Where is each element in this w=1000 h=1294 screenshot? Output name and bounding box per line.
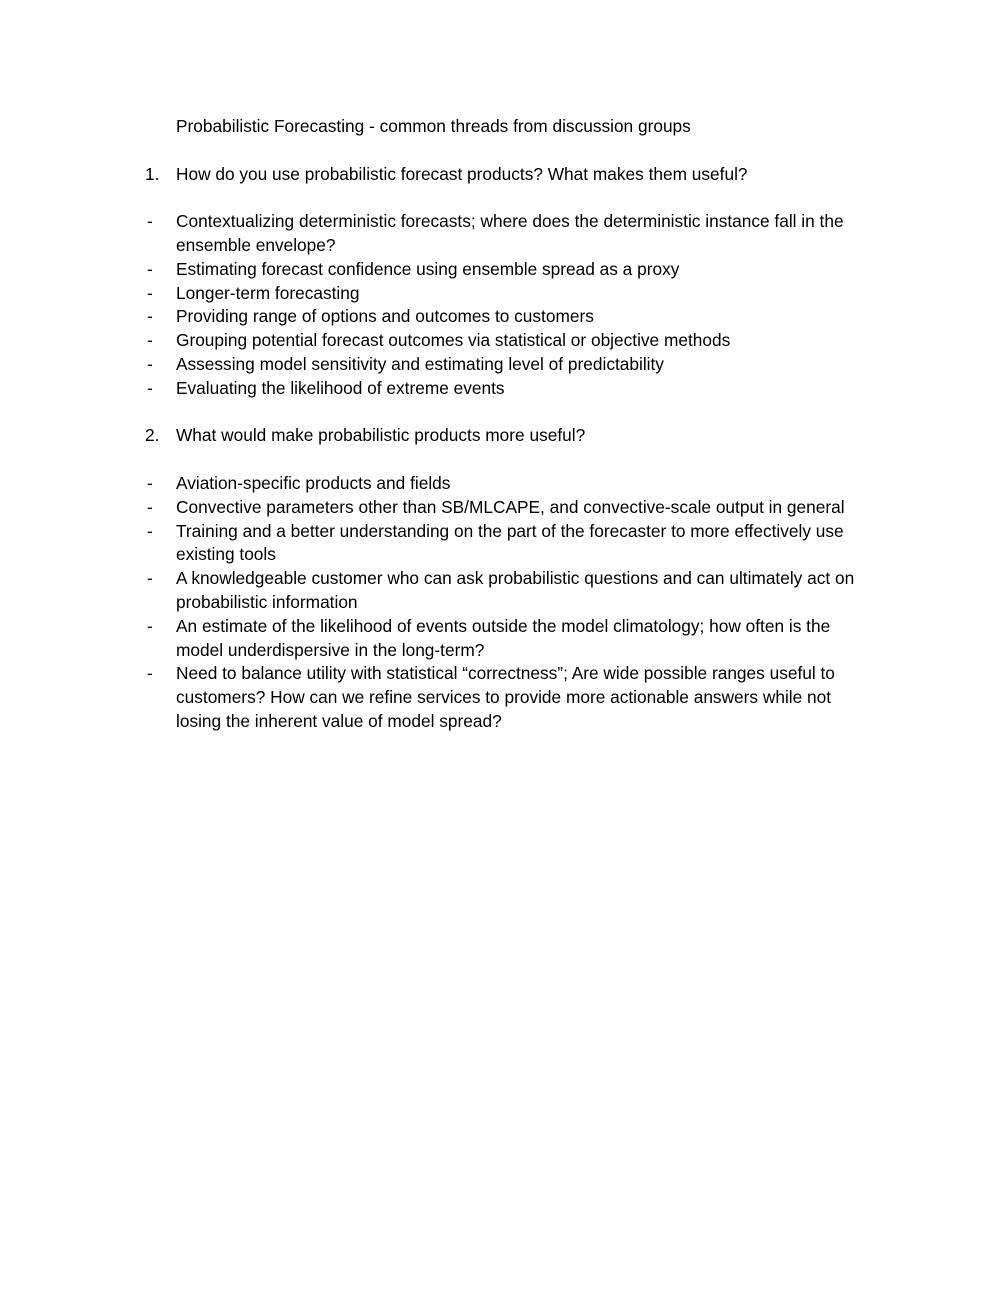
list-item-text: Aviation-specific products and fields bbox=[176, 472, 451, 493]
list-item bbox=[145, 329, 880, 353]
list-item bbox=[145, 520, 880, 568]
section-1-number: 1. bbox=[145, 163, 160, 184]
list-item bbox=[145, 567, 880, 615]
list-item-text: Grouping potential forecast outcomes via statistical or objective methods bbox=[176, 330, 731, 351]
bullet-dash: - bbox=[147, 472, 153, 493]
document-title: Probabilistic Forecasting - common threads from discussion groups bbox=[176, 116, 691, 136]
section-2-question bbox=[145, 424, 880, 448]
section-1-question-text: How do you use probabilistic forecast products? What makes them useful? bbox=[176, 163, 748, 184]
bullet-dash: - bbox=[147, 353, 153, 374]
section-2-list bbox=[145, 472, 880, 734]
list-item-text: Assessing model sensitivity and estimating level of predictability bbox=[176, 353, 664, 374]
list-item bbox=[145, 210, 880, 258]
spacer bbox=[145, 448, 880, 472]
list-item bbox=[145, 282, 880, 306]
bullet-dash: - bbox=[147, 306, 153, 327]
list-item bbox=[145, 353, 880, 377]
list-item bbox=[145, 496, 880, 520]
list-item bbox=[145, 258, 880, 282]
spacer bbox=[145, 401, 880, 425]
list-item bbox=[145, 377, 880, 401]
bullet-dash: - bbox=[147, 330, 153, 351]
list-item bbox=[145, 472, 880, 496]
list-item-text: Longer-term forecasting bbox=[176, 282, 360, 303]
bullet-dash: - bbox=[147, 211, 153, 232]
document-content bbox=[145, 115, 880, 734]
list-item bbox=[145, 305, 880, 329]
list-item-text: Contextualizing deterministic forecasts; where does the deterministic instance fall in the ensemble envelope? bbox=[176, 211, 844, 255]
section-2-question-text: What would make probabilistic products more useful? bbox=[176, 425, 586, 446]
list-item-text: Convective parameters other than SB/MLCAPE, and convective-scale output in general bbox=[176, 496, 845, 517]
list-item-text: An estimate of the likelihood of events outside the model climatology; how often is the model underdispersive in the long-term? bbox=[176, 615, 831, 660]
list-item-text: Evaluating the likelihood of extreme events bbox=[176, 377, 505, 398]
bullet-dash: - bbox=[147, 568, 153, 589]
bullet-dash: - bbox=[147, 496, 153, 517]
section-1-list bbox=[145, 210, 880, 400]
bullet-dash: - bbox=[147, 520, 153, 541]
bullet-dash: - bbox=[147, 282, 153, 303]
list-item-text: A knowledgeable customer who can ask probabilistic questions and can ultimately act on probabilistic information bbox=[176, 568, 855, 612]
spacer bbox=[145, 186, 880, 210]
spacer bbox=[145, 139, 880, 163]
list-item-text: Training and a better understanding on the part of the forecaster to more effectively use existing tools bbox=[176, 520, 844, 565]
list-item-text: Providing range of options and outcomes to customers bbox=[176, 306, 594, 327]
bullet-dash: - bbox=[147, 663, 153, 684]
bullet-dash: - bbox=[147, 615, 153, 636]
bullet-dash: - bbox=[147, 258, 153, 279]
section-2-number: 2. bbox=[145, 425, 160, 446]
list-item bbox=[145, 615, 880, 663]
list-item-text: Need to balance utility with statistical “correctness”; Are wide possible ranges useful to customers? How can we refine services to provide more actionable answers while not losing the inherent value of model spread? bbox=[176, 663, 835, 731]
list-item bbox=[145, 662, 880, 733]
bullet-dash: - bbox=[147, 377, 153, 398]
list-item-text: Estimating forecast confidence using ensemble spread as a proxy bbox=[176, 258, 680, 279]
section-1-question bbox=[145, 163, 880, 187]
